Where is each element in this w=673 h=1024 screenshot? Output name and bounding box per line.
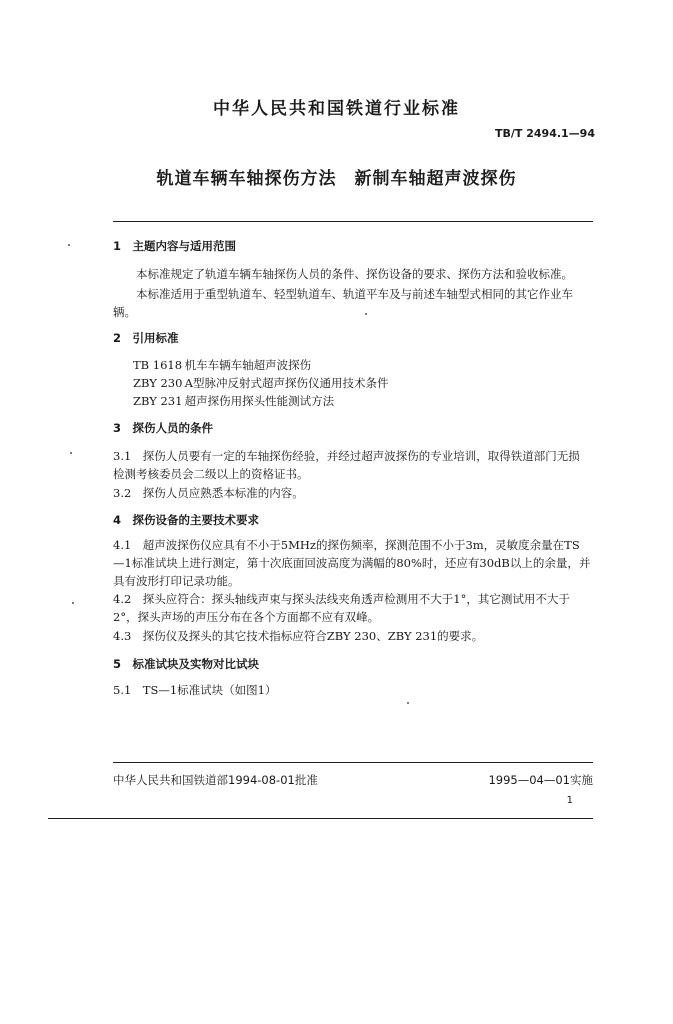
section-4-heading: 4 探伤设备的主要技术要求: [113, 513, 260, 527]
section-1-paragraph: 本标准适用于重型轨道车、轻型轨道车、轨道平车及与前述车轴型式相同的其它作业车辆。: [113, 287, 573, 319]
scan-speck: [365, 313, 367, 315]
clause-4-2: 4.2 探头应符合：探头轴线声束与探头法线夹角透声检测用不大于1°，其它测试用不大于2°，探头声场的声压分布在各个方面都不应有双峰。: [113, 592, 570, 624]
standard-organization: 中华人民共和国铁道行业标准: [213, 99, 460, 119]
section-2-heading: 2 引用标准: [113, 331, 179, 345]
reference-title: 机车车辆车轴超声波探伤: [184, 358, 312, 372]
document-title: 轨道车辆车轴探伤方法 新制车轴超声波探伤: [156, 169, 517, 189]
reference-item: [133, 374, 388, 392]
title-rule: [113, 221, 593, 222]
reference-title: 超声探伤用探头性能测试方法: [184, 394, 335, 408]
clause-3-2: 3.2 探伤人员应熟悉本标准的内容。: [113, 486, 304, 500]
section-1-heading: 1 主题内容与适用范围: [113, 239, 237, 253]
section-1-paragraph: 本标准规定了轨道车辆车轴探伤人员的条件、探伤设备的要求、探伤方法和验收标准。: [136, 267, 573, 281]
scan-speck: [70, 452, 72, 454]
reference-code: TB 1618: [133, 358, 183, 372]
scan-speck: [72, 602, 74, 604]
section-3-heading: 3 探伤人员的条件: [113, 421, 214, 435]
page-number: 1: [566, 795, 573, 806]
scan-speck: [68, 244, 70, 246]
reference-item: [133, 392, 334, 410]
implementation-date: 1995—04—01实施: [488, 773, 593, 787]
reference-code: ZBY 230: [133, 376, 183, 390]
footer-rule-bottom: [48, 818, 593, 819]
scan-speck: [407, 702, 409, 704]
section-5-heading: 5 标准试块及实物对比试块: [113, 657, 260, 671]
reference-title: A型脉冲反射式超声探伤仪通用技术条件: [184, 376, 389, 390]
approval-date: 中华人民共和国铁道部1994-08-01批准: [113, 773, 318, 787]
standard-number: TB/T 2494.1—94: [495, 127, 595, 140]
footer-rule-top: [113, 762, 593, 763]
reference-item: [133, 356, 311, 374]
clause-4-3: 4.3 探伤仪及探头的其它技术指标应符合ZBY 230、ZBY 231的要求。: [113, 629, 484, 643]
clause-5-1: 5.1 TS—1标准试块（如图1）: [113, 683, 277, 697]
clause-4-1: 4.1 超声波探伤仪应具有不小于5MHz的探伤频率，探测范围不小于3m，灵敏度余量在TS—1标准试块上进行测定，第十次底面回波高度为满幅的80%时，还应有30dB以上的余量，并具有波形打印记录功能。: [113, 538, 591, 588]
clause-3-1: 3.1 探伤人员要有一定的车轴探伤经验，并经过超声波探伤的专业培训，取得铁道部门无损检测考核委员会二级以上的资格证书。: [113, 449, 580, 481]
reference-code: ZBY 231: [133, 394, 183, 408]
